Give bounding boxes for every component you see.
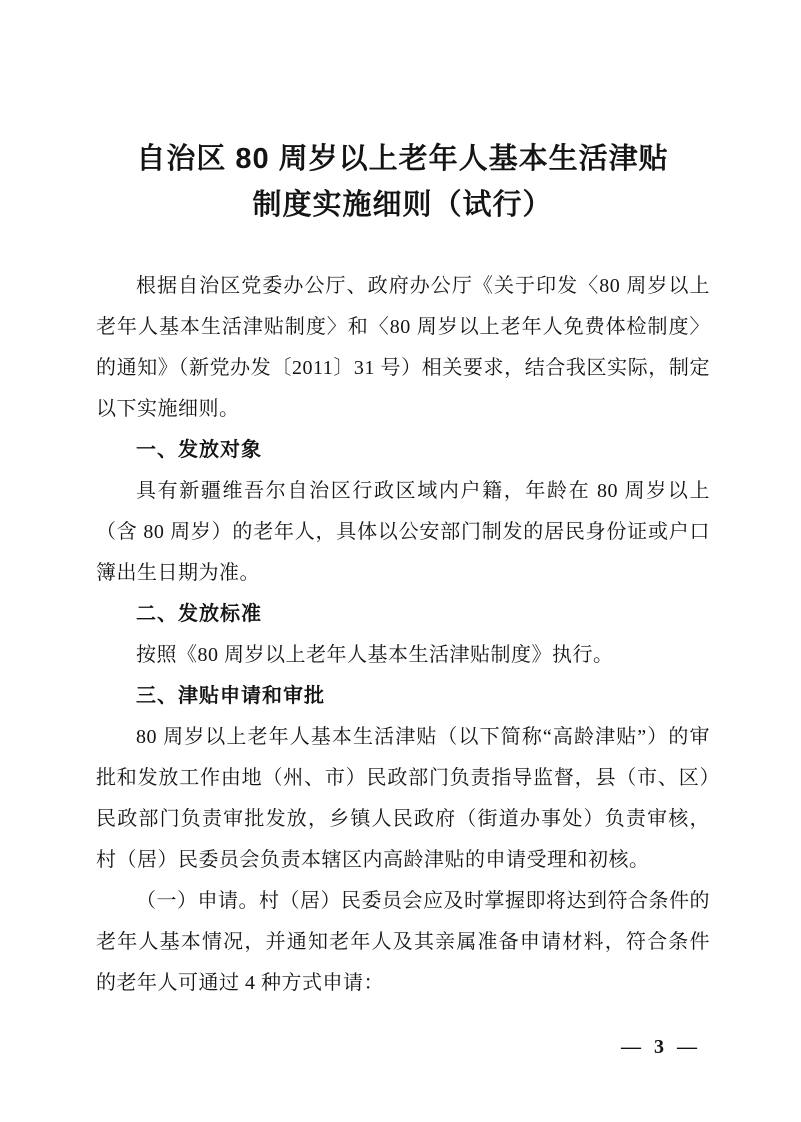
document-body	[96, 266, 710, 1004]
paragraph-standard: 按照《80 周岁以上老年人基本生活津贴制度》执行。	[136, 644, 614, 666]
section-heading-recipients: 一、发放对象	[136, 439, 262, 461]
section-heading-application-approval: 三、津贴申请和审批	[136, 685, 325, 707]
page-number: — 3 —	[621, 1036, 701, 1058]
paragraph-recipients: 具有新疆维吾尔自治区行政区域内户籍，年龄在 80 周岁以上（含 80 周岁）的老年人，具体以公安部门制发的居民身份证或户口簿出生日期为准。	[96, 480, 710, 584]
document-title-line-2: 制度实施细则（试行）	[252, 189, 553, 221]
paragraph-basis: 根据自治区党委办公厅、政府办公厅《关于印发〈80 周岁以上老年人基本生活津贴制度〉和〈80 周岁以上老年人免费体检制度〉的通知》（新党办发〔2011〕31 号）相关要求，结合我区实际，制定以下实施细则。	[96, 275, 710, 420]
paragraph-application: （一）申请。村（居）民委员会应及时掌握即将达到符合条件的老年人基本情况，并通知老年人及其亲属准备申请材料，符合条件的老年人可通过 4 种方式申请：	[96, 890, 710, 994]
document-title-line-1: 自治区 80 周岁以上老年人基本生活津贴	[136, 143, 669, 175]
section-heading-standard: 二、发放标准	[136, 603, 262, 625]
paragraph-responsibilities: 80 周岁以上老年人基本生活津贴（以下简称“高龄津贴”）的审批和发放工作由地（州、市）民政部门负责指导监督，县（市、区）民政部门负责审批发放，乡镇人民政府（街道办事处）负责审核，村（居）民委员会负责本辖区内高龄津贴的申请受理和初核。	[96, 726, 710, 871]
document-title	[95, 136, 710, 228]
